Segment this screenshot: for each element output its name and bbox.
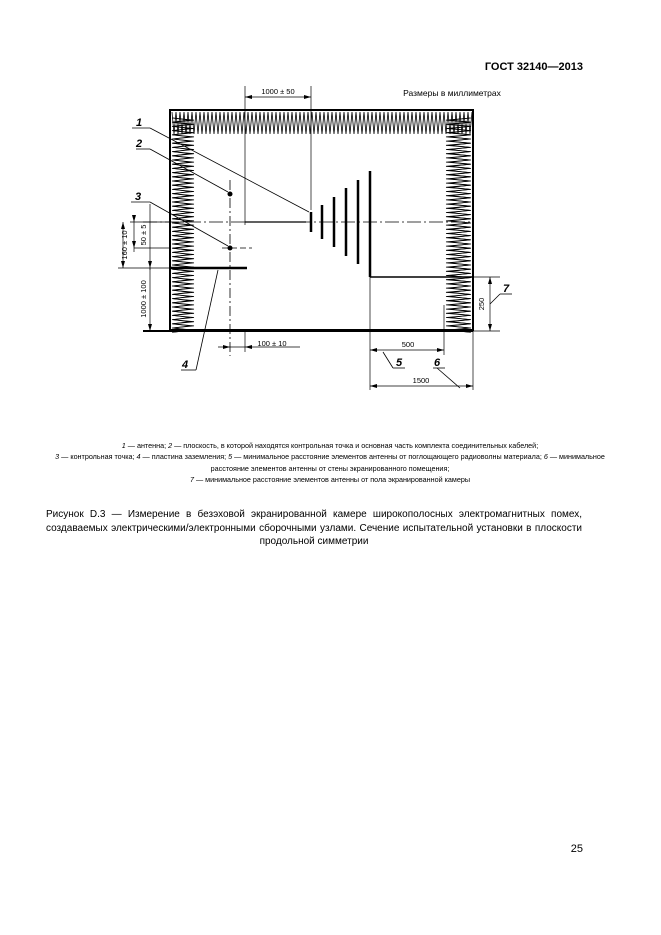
- dim-antenna-absorber: 500: [401, 340, 415, 349]
- standard-code: ГОСТ 32140—2013: [484, 61, 583, 73]
- legend-item-1: 1 — антенна;: [121, 441, 169, 450]
- antenna: [245, 171, 474, 277]
- legend-item-3: 3 — контрольная точка;: [55, 452, 137, 462]
- legend-item-2: 2 — плоскость, в которой находятся контрольная точка и основная часть комплекта соединительных кабелей;: [168, 441, 539, 450]
- control-point-lower: [228, 246, 233, 251]
- dim-plate-offset: 100 ± 10: [257, 339, 287, 348]
- figure-legend: [46, 440, 614, 485]
- test-setup-figure: [0, 0, 661, 420]
- figure-caption: Рисунок D.3 — Измерение в безэховой экранированной камере широкополосных электромагнитных помех, создаваемых электрическими/электронными сборочными узлами. Сечение испытательной установки в плоскости продольной симметрии: [46, 509, 582, 547]
- callout-5: 5: [396, 357, 403, 369]
- callout-7: 7: [503, 283, 510, 295]
- callout-2: 2: [136, 138, 143, 150]
- dim-plane-height: 160 ± 10: [120, 230, 129, 260]
- legend-item-7: 7 — минимальное расстояние элементов антенны от пола экранированной камеры: [189, 474, 471, 484]
- dim-antenna-floor: 250: [477, 297, 486, 311]
- legend-item-6: 6 — минимальное расстояние элементов антенны от стены экранированного помещения;: [210, 452, 605, 473]
- callout-6: 6: [434, 357, 441, 369]
- dim-top-offset: 1000 ± 50: [261, 87, 295, 96]
- dim-plate-height: 1000 ± 100: [139, 280, 148, 318]
- callout-1: 1: [136, 117, 143, 129]
- units-note: Размеры в миллиметрах: [403, 88, 501, 98]
- page-number: 25: [570, 843, 583, 855]
- dim-point-spacing: 50 ± 5: [139, 224, 148, 246]
- legend-item-4: 4 — пластина заземления;: [136, 452, 229, 462]
- callout-3: 3: [135, 191, 142, 203]
- dim-antenna-wall: 1500: [412, 376, 430, 385]
- control-point-upper: [228, 192, 233, 197]
- legend-item-5: 5 — минимальное расстояние элементов антенны от поглощающего радиоволны материала;: [228, 452, 544, 462]
- callout-4: 4: [182, 359, 189, 371]
